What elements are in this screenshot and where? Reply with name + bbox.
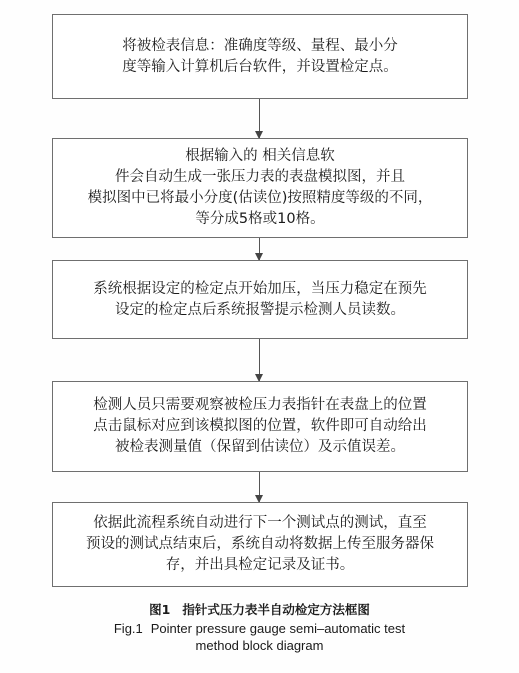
flow-step-3 [52,260,468,339]
figure-title-english-part-1: Pointer pressure gauge semi–automatic test [150,621,406,636]
flow-step-2-line-2: 件会自动生成一张压力表的表盘模拟图，并且 [115,169,405,185]
flow-step-4-line-3: 被检表测量值（保留到估读位）及示值误差。 [115,439,405,455]
flow-arrow-4 [259,472,260,502]
flow-arrow-1 [259,99,260,138]
figure-title-english-part-2: method block diagram [195,638,324,653]
flow-step-5 [52,502,468,587]
figure-caption-english [0,620,519,654]
figure-caption-english-line-1 [0,620,519,637]
flow-step-2-line-1: 根据输入的 相关信息软 [185,148,335,164]
flow-step-5-line-3: 存，并出具检定记录及证书。 [165,557,355,573]
flow-step-2-line-3: 模拟图中已将最小分度(估读位)按照精度等级的不同， [87,190,433,206]
flow-step-4-line-2: 点击鼠标对应到该模拟图的位置，软件即可自动给出 [93,418,427,434]
flow-step-5-line-2: 预设的测试点结束后，系统自动将数据上传至服务器保 [86,536,434,552]
flow-step-2-text [88,146,433,230]
flow-arrow-2 [259,238,260,260]
figure-number-chinese: 图1 [149,602,171,617]
flow-step-3-line-2: 设定的检定点后系统报警提示检测人员读数。 [115,301,405,318]
flow-step-3-text [93,279,427,321]
flow-step-4 [52,381,468,472]
flow-step-2-line-4: 等分成5格或10格。 [195,211,325,227]
flow-step-2 [52,138,468,238]
figure-caption-chinese [0,600,519,618]
flow-step-5-text [86,513,434,576]
flow-step-1-line-1: 将被检表信息：准确度等级、量程、最小分 [122,37,398,54]
flow-step-1-text [122,36,398,78]
flow-step-3-line-1: 系统根据设定的检定点开始加压，当压力稳定在预先 [93,280,427,297]
figure-title-chinese: 指针式压力表半自动检定方法框图 [182,602,370,617]
flow-step-1 [52,14,468,99]
flow-step-4-text [93,395,427,458]
flow-step-4-line-1: 检测人员只需要观察被检压力表指针在表盘上的位置 [93,397,427,413]
flow-step-1-line-2: 度等输入计算机后台软件，并设置检定点。 [122,58,398,75]
flow-arrow-3 [259,339,260,381]
figure-number-english: Fig.1 [113,621,143,636]
flow-step-5-line-1: 依据此流程系统自动进行下一个测试点的测试，直至 [93,515,427,531]
